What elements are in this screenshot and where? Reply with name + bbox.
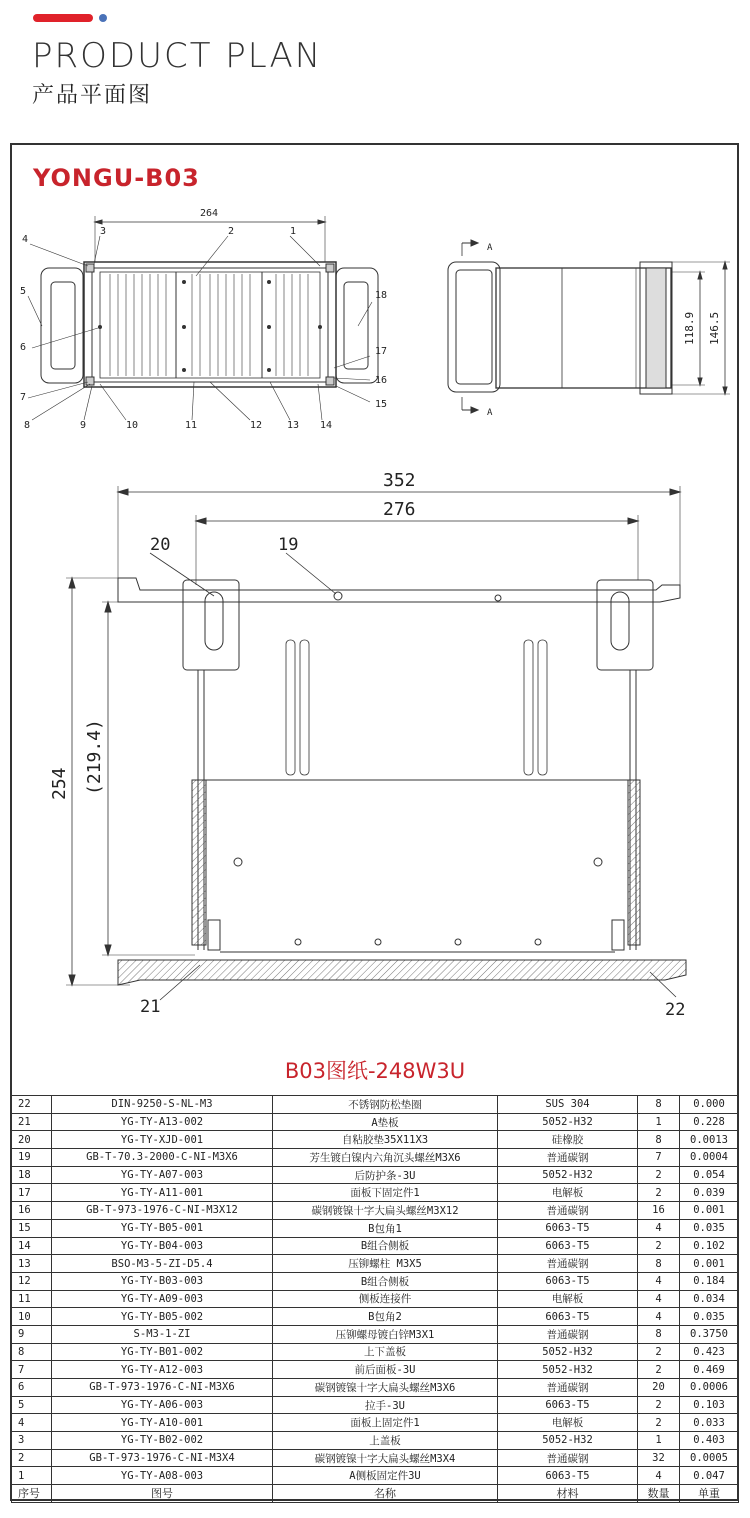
dim-inner-height: 118.9 — [683, 311, 696, 345]
table-cell: B组合侧板 — [273, 1237, 498, 1255]
table-cell: 2 — [638, 1237, 680, 1255]
table-cell: 2 — [638, 1361, 680, 1379]
table-cell: 2 — [638, 1396, 680, 1414]
dim-outer-height: 146.5 — [708, 311, 721, 345]
table-cell: 4 — [638, 1308, 680, 1326]
table-cell: 8 — [12, 1343, 52, 1361]
table-cell: 6063-T5 — [498, 1219, 638, 1237]
table-cell: 7 — [638, 1149, 680, 1167]
table-cell: GB-T-973-1976-C-NI-M3X4 — [52, 1449, 273, 1467]
callout: 22 — [665, 1000, 686, 1020]
table-row — [12, 1325, 739, 1343]
callout: 2 — [228, 226, 235, 237]
table-cell: A侧板固定件3U — [273, 1467, 498, 1485]
table-cell: 2 — [638, 1343, 680, 1361]
table-row — [12, 1096, 739, 1114]
callout: 8 — [24, 420, 31, 431]
table-row — [12, 1414, 739, 1432]
table-cell: YG-TY-A06-003 — [52, 1396, 273, 1414]
callout: 16 — [375, 375, 388, 386]
table-cell: 13 — [12, 1255, 52, 1273]
table-cell: 电解板 — [498, 1184, 638, 1202]
table-cell: 6 — [12, 1379, 52, 1397]
table-header-cell: 材料 — [498, 1485, 638, 1503]
table-cell: 普通碳钢 — [498, 1149, 638, 1167]
table-cell: YG-TY-A07-003 — [52, 1166, 273, 1184]
callout: 1 — [290, 226, 297, 237]
callout: 9 — [80, 420, 87, 431]
table-row — [12, 1432, 739, 1450]
dim-overall-width: 352 — [383, 470, 416, 491]
callout: 17 — [375, 346, 388, 357]
table-cell: 2 — [638, 1414, 680, 1432]
table-cell: 16 — [12, 1202, 52, 1220]
table-cell: 0.035 — [680, 1219, 739, 1237]
model-name: YONGU-B03 — [33, 164, 200, 192]
callout: 14 — [320, 420, 333, 431]
table-cell: 15 — [12, 1219, 52, 1237]
callout: 3 — [100, 226, 107, 237]
dim-width-top: 264 — [200, 208, 219, 219]
table-cell: YG-TY-B02-002 — [52, 1432, 273, 1450]
table-cell: YG-TY-B04-003 — [52, 1237, 273, 1255]
table-cell: 1 — [638, 1113, 680, 1131]
callout: 18 — [375, 290, 388, 301]
table-cell: 面板上固定件1 — [273, 1414, 498, 1432]
table-cell: 普通碳钢 — [498, 1379, 638, 1397]
table-cell: 14 — [12, 1237, 52, 1255]
table-cell: 0.0004 — [680, 1149, 739, 1167]
callout: 20 — [150, 535, 171, 555]
bill-of-materials — [11, 1095, 739, 1503]
table-cell: 压铆螺柱 M3X5 — [273, 1255, 498, 1273]
table-cell: 3 — [12, 1432, 52, 1450]
table-cell: 芳生镀白镍内六角沉头螺丝M3X6 — [273, 1149, 498, 1167]
callout: 5 — [20, 286, 27, 297]
table-cell: 16 — [638, 1202, 680, 1220]
table-header-row — [12, 1485, 739, 1503]
table-cell: GB-T-70.3-2000-C-NI-M3X6 — [52, 1149, 273, 1167]
table-cell: 11 — [12, 1290, 52, 1308]
table-cell: 5052-H32 — [498, 1361, 638, 1379]
table-cell: 0.3750 — [680, 1325, 739, 1343]
table-cell: YG-TY-A08-003 — [52, 1467, 273, 1485]
table-row — [12, 1467, 739, 1485]
table-cell: 侧板连接件 — [273, 1290, 498, 1308]
table-cell: 32 — [638, 1449, 680, 1467]
table-row — [12, 1272, 739, 1290]
table-header-cell: 数量 — [638, 1485, 680, 1503]
table-cell: B包角2 — [273, 1308, 498, 1326]
dim-depth-ref: (219.4) — [84, 719, 105, 795]
table-cell: 2 — [638, 1184, 680, 1202]
table-cell: B组合侧板 — [273, 1272, 498, 1290]
table-row — [12, 1166, 739, 1184]
table-cell: 18 — [12, 1166, 52, 1184]
table-row — [12, 1219, 739, 1237]
table-cell: 4 — [638, 1272, 680, 1290]
table-cell: 8 — [638, 1325, 680, 1343]
table-cell: YG-TY-A09-003 — [52, 1290, 273, 1308]
table-cell: 5052-H32 — [498, 1166, 638, 1184]
table-cell: 0.001 — [680, 1202, 739, 1220]
table-cell: 20 — [12, 1131, 52, 1149]
table-cell: 0.000 — [680, 1096, 739, 1114]
table-cell: 7 — [12, 1361, 52, 1379]
table-row — [12, 1308, 739, 1326]
table-row — [12, 1131, 739, 1149]
table-cell: 0.054 — [680, 1166, 739, 1184]
table-cell: 0.035 — [680, 1308, 739, 1326]
main-view — [66, 486, 686, 1000]
table-row — [12, 1237, 739, 1255]
dim-depth: 254 — [49, 767, 70, 800]
table-cell: 碳钢镀镍十字大扁头螺丝M3X12 — [273, 1202, 498, 1220]
table-cell: 上盖板 — [273, 1432, 498, 1450]
table-cell: 0.034 — [680, 1290, 739, 1308]
table-cell: 20 — [638, 1379, 680, 1397]
table-cell: 拉手-3U — [273, 1396, 498, 1414]
table-cell: 4 — [638, 1467, 680, 1485]
table-cell: SUS 304 — [498, 1096, 638, 1114]
callout: 10 — [126, 420, 139, 431]
table-header-cell: 图号 — [52, 1485, 273, 1503]
table-cell: DIN-9250-S-NL-M3 — [52, 1096, 273, 1114]
table-cell: 0.039 — [680, 1184, 739, 1202]
page-subtitle: 产品平面图 — [32, 83, 153, 108]
table-header-cell: 单重 — [680, 1485, 739, 1503]
table-row — [12, 1290, 739, 1308]
table-cell: 电解板 — [498, 1290, 638, 1308]
table-cell: YG-TY-A13-002 — [52, 1113, 273, 1131]
table-cell: 0.033 — [680, 1414, 739, 1432]
table-cell: 0.102 — [680, 1237, 739, 1255]
callout: 7 — [20, 392, 27, 403]
callout: 6 — [20, 342, 27, 353]
table-row — [12, 1449, 739, 1467]
table-cell: 19 — [12, 1149, 52, 1167]
table-cell: 普通碳钢 — [498, 1325, 638, 1343]
top-view — [28, 216, 378, 420]
table-cell: 普通碳钢 — [498, 1255, 638, 1273]
callout: 4 — [22, 234, 29, 245]
table-cell: 0.469 — [680, 1361, 739, 1379]
table-header-cell: 序号 — [12, 1485, 52, 1503]
table-cell: YG-TY-XJD-001 — [52, 1131, 273, 1149]
table-cell: 0.423 — [680, 1343, 739, 1361]
page-title: PRODUCT PLAN — [32, 36, 323, 76]
table-cell: YG-TY-B05-002 — [52, 1308, 273, 1326]
table-cell: 0.0013 — [680, 1131, 739, 1149]
table-cell: 0.103 — [680, 1396, 739, 1414]
table-cell: 不锈钢防松垫圈 — [273, 1096, 498, 1114]
table-cell: 6063-T5 — [498, 1272, 638, 1290]
callout: 15 — [375, 399, 388, 410]
table-row — [12, 1149, 739, 1167]
table-cell: YG-TY-B05-001 — [52, 1219, 273, 1237]
table-cell: 5052-H32 — [498, 1113, 638, 1131]
table-cell: YG-TY-A11-001 — [52, 1184, 273, 1202]
table-cell: 1 — [12, 1467, 52, 1485]
table-cell: 0.403 — [680, 1432, 739, 1450]
table-cell: 自粘胶垫35X11X3 — [273, 1131, 498, 1149]
table-cell: YG-TY-A10-001 — [52, 1414, 273, 1432]
table-cell: YG-TY-B01-002 — [52, 1343, 273, 1361]
table-cell: 17 — [12, 1184, 52, 1202]
table-cell: 22 — [12, 1096, 52, 1114]
table-row — [12, 1113, 739, 1131]
dim-inner-width: 276 — [383, 499, 416, 520]
table-cell: B包角1 — [273, 1219, 498, 1237]
table-cell: 6063-T5 — [498, 1308, 638, 1326]
table-cell: 6063-T5 — [498, 1396, 638, 1414]
table-row — [12, 1184, 739, 1202]
table-cell: 5052-H32 — [498, 1432, 638, 1450]
callout: 11 — [185, 420, 198, 431]
table-cell: 5 — [12, 1396, 52, 1414]
table-cell: GB-T-973-1976-C-NI-M3X6 — [52, 1379, 273, 1397]
table-cell: 上下盖板 — [273, 1343, 498, 1361]
table-cell: 后防护条-3U — [273, 1166, 498, 1184]
table-cell: 0.047 — [680, 1467, 739, 1485]
table-cell: 碳钢镀镍十字大扁头螺丝M3X4 — [273, 1449, 498, 1467]
table-cell: 2 — [638, 1166, 680, 1184]
table-cell: 8 — [638, 1131, 680, 1149]
table-cell: 10 — [12, 1308, 52, 1326]
table-row — [12, 1255, 739, 1273]
table-cell: 压铆螺母镀白锌M3X1 — [273, 1325, 498, 1343]
table-cell: 1 — [638, 1432, 680, 1450]
table-cell: 电解板 — [498, 1414, 638, 1432]
table-cell: 0.001 — [680, 1255, 739, 1273]
table-row — [12, 1343, 739, 1361]
table-cell: 面板下固定件1 — [273, 1184, 498, 1202]
table-cell: 9 — [12, 1325, 52, 1343]
table-cell: 12 — [12, 1272, 52, 1290]
table-cell: 普通碳钢 — [498, 1202, 638, 1220]
table-cell: 硅橡胶 — [498, 1131, 638, 1149]
table-cell: 前后面板-3U — [273, 1361, 498, 1379]
main-view-callouts — [140, 535, 685, 1020]
table-cell: 4 — [638, 1290, 680, 1308]
table-cell: A垫板 — [273, 1113, 498, 1131]
table-cell: 4 — [638, 1219, 680, 1237]
table-cell: 4 — [12, 1414, 52, 1432]
callout: 13 — [287, 420, 300, 431]
table-row — [12, 1379, 739, 1397]
table-cell: S-M3-1-ZI — [52, 1325, 273, 1343]
table-row — [12, 1396, 739, 1414]
table-cell: 6063-T5 — [498, 1237, 638, 1255]
table-cell: 5052-H32 — [498, 1343, 638, 1361]
callout: 21 — [140, 997, 161, 1017]
table-cell: 0.184 — [680, 1272, 739, 1290]
callout: 12 — [250, 420, 263, 431]
table-row — [12, 1202, 739, 1220]
table-cell: 普通碳钢 — [498, 1449, 638, 1467]
table-cell: 8 — [638, 1096, 680, 1114]
table-cell: 0.0006 — [680, 1379, 739, 1397]
table-cell: YG-TY-A12-003 — [52, 1361, 273, 1379]
callout: 19 — [278, 535, 299, 555]
drawing-title: B03图纸-248W3U — [284, 1059, 466, 1083]
table-cell: 8 — [638, 1255, 680, 1273]
table-row — [12, 1361, 739, 1379]
table-cell: GB-T-973-1976-C-NI-M3X12 — [52, 1202, 273, 1220]
table-cell: YG-TY-B03-003 — [52, 1272, 273, 1290]
table-cell: 2 — [12, 1449, 52, 1467]
table-cell: BSO-M3-5-ZI-D5.4 — [52, 1255, 273, 1273]
table-cell: 21 — [12, 1113, 52, 1131]
table-cell: 0.0005 — [680, 1449, 739, 1467]
table-cell: 碳钢镀镍十字大扁头螺丝M3X6 — [273, 1379, 498, 1397]
table-cell: 0.228 — [680, 1113, 739, 1131]
table-cell: 6063-T5 — [498, 1467, 638, 1485]
section-label-bottom: A — [487, 408, 493, 418]
section-label-top: A — [487, 243, 493, 253]
table-header-cell: 名称 — [273, 1485, 498, 1503]
